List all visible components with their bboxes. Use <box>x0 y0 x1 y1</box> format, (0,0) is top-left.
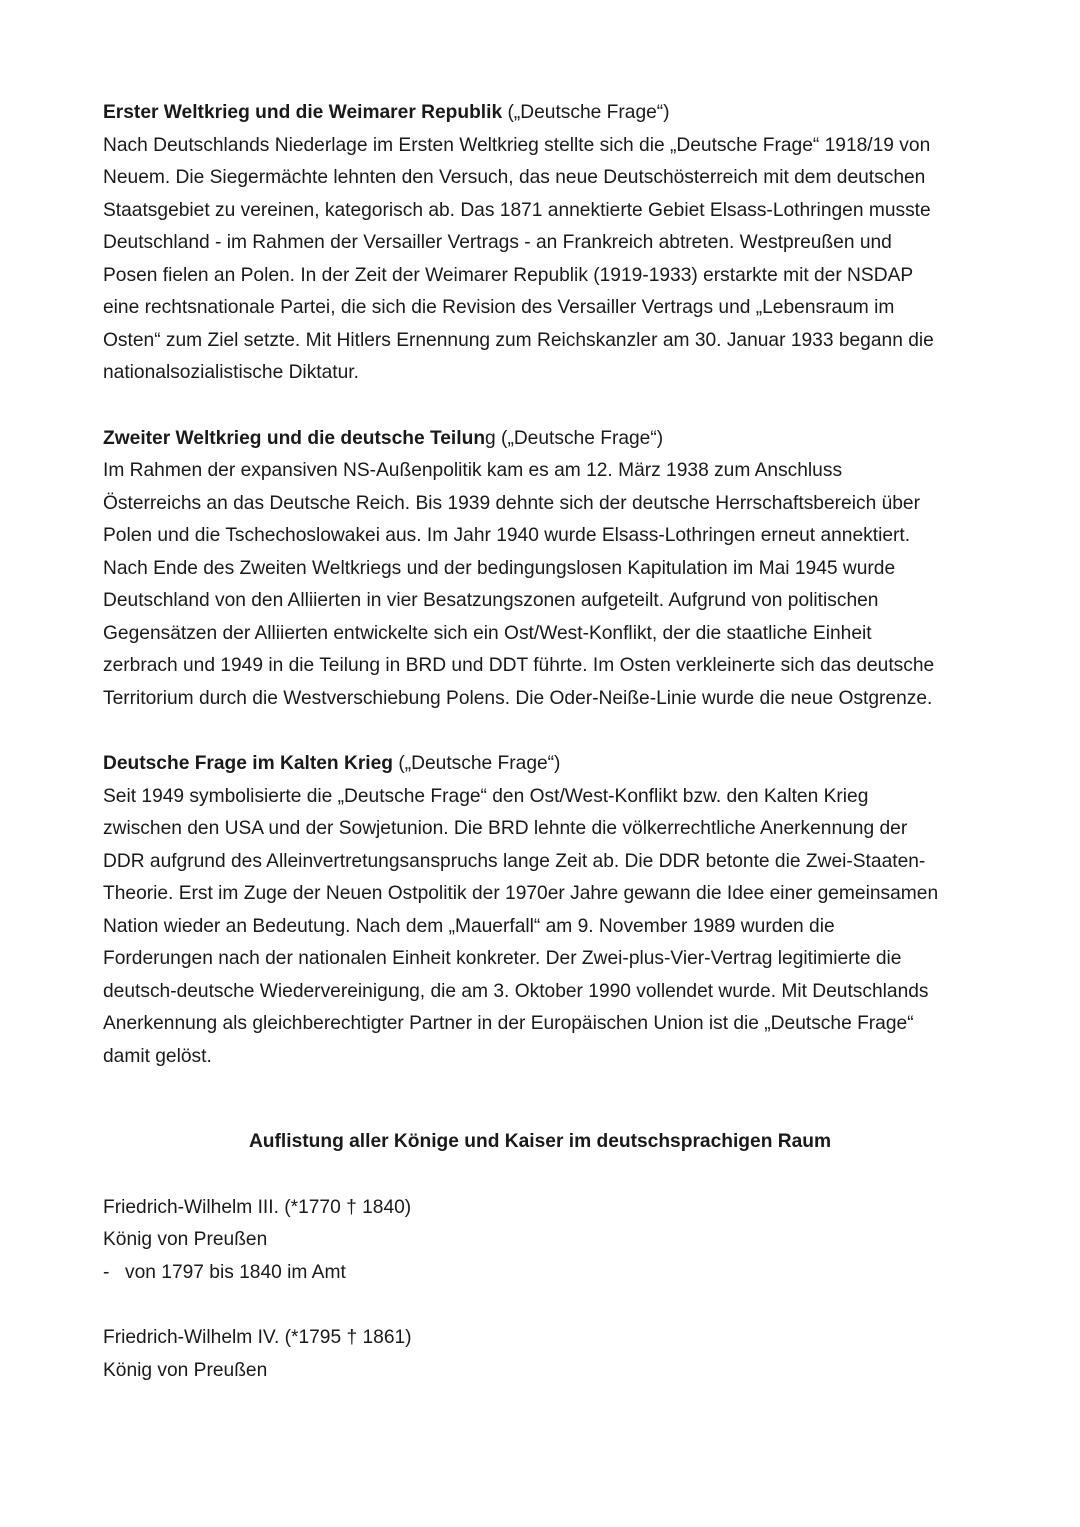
section-body <box>103 781 983 1074</box>
list-dash: - <box>103 1261 110 1283</box>
section-heading-bold: Erster Weltkrieg und die Weimarer Republik <box>103 102 503 123</box>
body-line: Posen fielen an Polen. In der Zeit der Weimarer Republik (1919-1933) erstarkte mit der NSDAP <box>103 264 914 286</box>
section-heading-bold: Zweiter Weltkrieg und die deutsche Teilun <box>103 427 486 449</box>
ruler-entry <box>103 1192 983 1290</box>
body-line: Staatsgebiet zu vereinen, kategorisch ab. Das 1871 annektierte Gebiet Elsass-Lothringen musste <box>103 199 931 221</box>
rulers-list-title: Auflistung aller Könige und Kaiser im deutschsprachigen Raum <box>248 1131 832 1152</box>
body-line: Seit 1949 symbolisierte die „Deutsche Frage“ den Ost/West-Konflikt bzw. den Kalten Krieg <box>103 785 869 807</box>
section-heading <box>103 97 983 130</box>
body-line: Polen und die Tschechoslowakei aus. Im Jahr 1940 wurde Elsass-Lothringen erneut annektiert. <box>103 525 911 546</box>
ruler-entry <box>103 1322 983 1387</box>
body-line: Nation wieder an Bedeutung. Nach dem „Mauerfall“ am 9. November 1989 wurden die <box>103 915 835 937</box>
body-line: Deutschland von den Alliierten in vier Besatzungszonen aufgeteilt. Aufgrund von politischen <box>103 590 879 611</box>
ruler-tenure-text: von 1797 bis 1840 im Amt <box>125 1261 346 1283</box>
section-heading-rest: („Deutsche Frage“) <box>393 753 561 774</box>
section-body <box>103 455 983 715</box>
section-weimar <box>103 97 983 390</box>
body-line: zerbrach und 1949 in die Teilung in BRD und DDT führte. Im Osten verkleinerte sich das deutsche <box>103 655 935 676</box>
body-line: Forderungen nach der nationalen Einheit konkreter. Der Zwei-plus-Vier-Vertrag legitimierte die <box>103 948 902 969</box>
section-kalter-krieg <box>103 748 983 1073</box>
ruler-tenure <box>103 1257 983 1290</box>
body-line: DDR aufgrund des Alleinvertretungsanspruchs lange Zeit ab. Die DDR betonte die Zwei-Staaten- <box>103 850 926 872</box>
section-heading-rest: („Deutsche Frage“) <box>502 102 670 123</box>
body-line: nationalsozialistische Diktatur. <box>103 362 359 383</box>
body-line: Im Rahmen der expansiven NS-Außenpolitik kam es am 12. März 1938 zum Anschluss <box>103 460 843 481</box>
body-line: damit gelöst. <box>103 1045 212 1067</box>
body-line: Territorium durch die Westverschiebung Polens. Die Oder-Neiße-Linie wurde die neue Ostgrenze. <box>103 687 933 709</box>
ruler-title: König von Preußen <box>103 1229 268 1250</box>
section-teilung <box>103 423 983 716</box>
body-line: Neuem. Die Siegermächte lehnten den Versuch, das neue Deutschösterreich mit dem deutschen <box>103 167 926 188</box>
body-line: Nach Deutschlands Niederlage im Ersten Weltkrieg stellte sich die „Deutsche Frage“ 1918/19 von <box>103 134 931 156</box>
section-heading-rest: g („Deutsche Frage“) <box>485 427 664 449</box>
body-line: Anerkennung als gleichberechtigter Partner in der Europäischen Union ist die „Deutsche Frage“ <box>103 1013 914 1034</box>
section-body <box>103 130 983 390</box>
body-line: deutsch-deutsche Wiedervereinigung, die am 3. Oktober 1990 vollendet wurde. Mit Deutschlands <box>103 980 929 1002</box>
body-line: Osten“ zum Ziel setzte. Mit Hitlers Ernennung zum Reichskanzler am 30. Januar 1933 begann die <box>103 329 934 351</box>
body-line: Theorie. Erst im Zuge der Neuen Ostpolitik der 1970er Jahre gewann die Idee einer gemeinsamen <box>103 883 939 904</box>
body-line: Deutschland - im Rahmen der Versailler Vertrags - an Frankreich abtreten. Westpreußen und <box>103 232 892 253</box>
section-heading-bold: Deutsche Frage im Kalten Krieg <box>103 753 394 774</box>
ruler-title: König von Preußen <box>103 1359 268 1381</box>
body-line: Nach Ende des Zweiten Weltkriegs und der bedingungslosen Kapitulation im Mai 1945 wurde <box>103 557 896 579</box>
body-line: Österreichs an das Deutsche Reich. Bis 1939 dehnte sich der deutsche Herrschaftsbereich über <box>103 492 920 514</box>
section-heading <box>103 748 983 781</box>
ruler-name: Friedrich-Wilhelm III. (*1770 † 1840) <box>103 1196 412 1218</box>
section-heading <box>103 423 983 456</box>
document-page <box>103 97 983 1420</box>
ruler-name: Friedrich-Wilhelm IV. (*1795 † 1861) <box>103 1327 412 1348</box>
body-line: eine rechtsnationale Partei, die sich die Revision des Versailler Vertrags und „Lebensraum im <box>103 297 895 318</box>
body-line: Gegensätzen der Alliierten entwickelte sich ein Ost/West-Konflikt, der die staatliche Einheit <box>103 622 872 644</box>
body-line: zwischen den USA und der Sowjetunion. Die BRD lehnte die völkerrechtliche Anerkennung der <box>103 818 908 839</box>
